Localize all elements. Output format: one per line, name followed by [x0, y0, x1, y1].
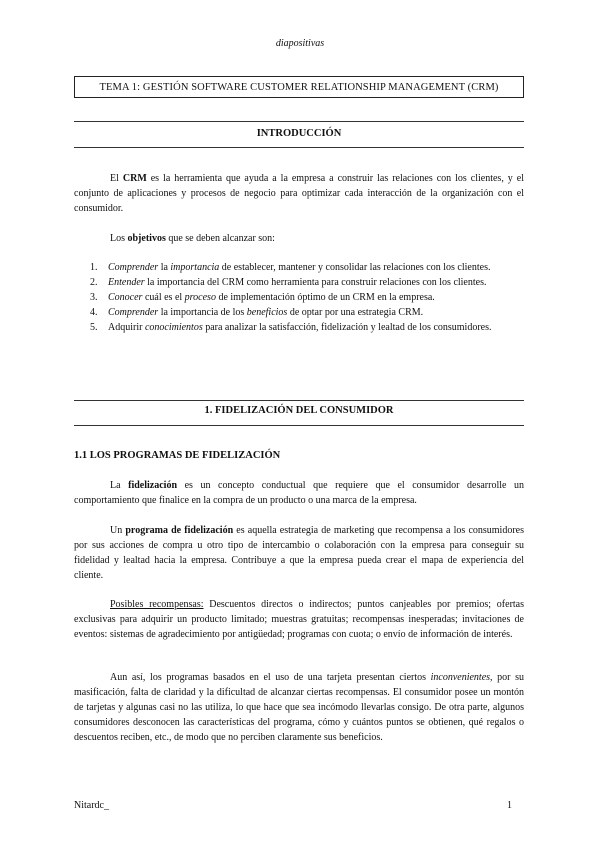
- subsection-heading: 1.1 LOS PROGRAMAS DE FIDELIZACIÓN: [74, 450, 281, 461]
- page-number: 1: [507, 800, 512, 811]
- paragraph-fidelizacion: La fidelización es un concepto conductual que requiere que el consumidor desarrolle un comportamiento que finalice en la compra de un producto o una marca de la empresa.: [74, 480, 525, 506]
- section-heading-fidelizacion: 1. FIDELIZACIÓN DEL CONSUMIDOR: [204, 405, 394, 416]
- paragraph-inconvenientes: Aun así, los programas basados en el uso de una tarjeta presentan ciertos inconvenientes, por su masificación, falta de claridad y la dificultad de alcanzar ciertas recompensas. El consumidor posee un montón de tarjetas y algunas casi no las utiliza, lo que hace que sea incómodo llevarlas consigo. De otra parte, algunos consumidores desconocen las características del programa, cómo y cuántos puntos se obtienen, qué regalos o descuentos reciben, etc., de modo que no perciben claramente sus beneficios.: [74, 672, 524, 743]
- divider: [74, 425, 524, 426]
- list-item: 4. Comprender la importancia de los beneficios de optar por una estrategia CRM.: [90, 307, 424, 318]
- objectives-list: [74, 260, 524, 335]
- list-item: 2. Entender la importancia del CRM como herramienta para construir relaciones con los clientes.: [90, 277, 487, 288]
- intro-paragraph-crm: El CRM es la herramienta que ayuda a la empresa a construir las relaciones con los clientes, y el conjunto de aplicaciones y procesos de negocio para optimizar cada interacción de la organización con el consumidor.: [74, 173, 525, 214]
- header-note: diapositivas: [275, 38, 325, 49]
- divider: [74, 400, 524, 401]
- paragraph-programa: Un programa de fidelización es aquella estrategia de marketing que recompensa a los consumidores por sus acciones de compra u otro tipo de intercambio o colaboración con la empresa para conseguir su fidelidad y lealtad hacia la empresa. Contribuye a que la empresa pueda crear el mapa de experiencia del cliente.: [74, 525, 524, 581]
- divider: [74, 121, 524, 122]
- paragraph-recompensas: Posibles recompensas: Descuentos directos o indirectos; puntos canjeables por premios; ofertas exclusivas para adquirir un producto limitado; muestras gratuitas; recompensas inesperadas; invitaciones de eventos: sistemas de agradecimiento por antigüedad; programas con cuota; o envío de información de interés.: [74, 599, 525, 640]
- document-title-box: TEMA 1: GESTIÓN SOFTWARE CUSTOMER RELATIONSHIP MANAGEMENT (CRM): [74, 76, 524, 98]
- divider: [74, 147, 524, 148]
- objectives-intro: Los objetivos que se deben alcanzar son:: [110, 233, 275, 244]
- list-item: 3. Conocer cuál es el proceso de implementación óptimo de un CRM en la empresa.: [90, 292, 435, 303]
- list-item: 5. Adquirir conocimientos para analizar la satisfacción, fidelización y lealtad de los consumidores.: [90, 322, 492, 333]
- footer-author: Nitardc_: [74, 800, 109, 811]
- list-item: 1. Comprender la importancia de establecer, mantener y consolidar las relaciones con los clientes.: [90, 262, 491, 273]
- crm-term: CRM: [122, 173, 147, 184]
- intro-heading: INTRODUCCIÓN: [256, 128, 342, 139]
